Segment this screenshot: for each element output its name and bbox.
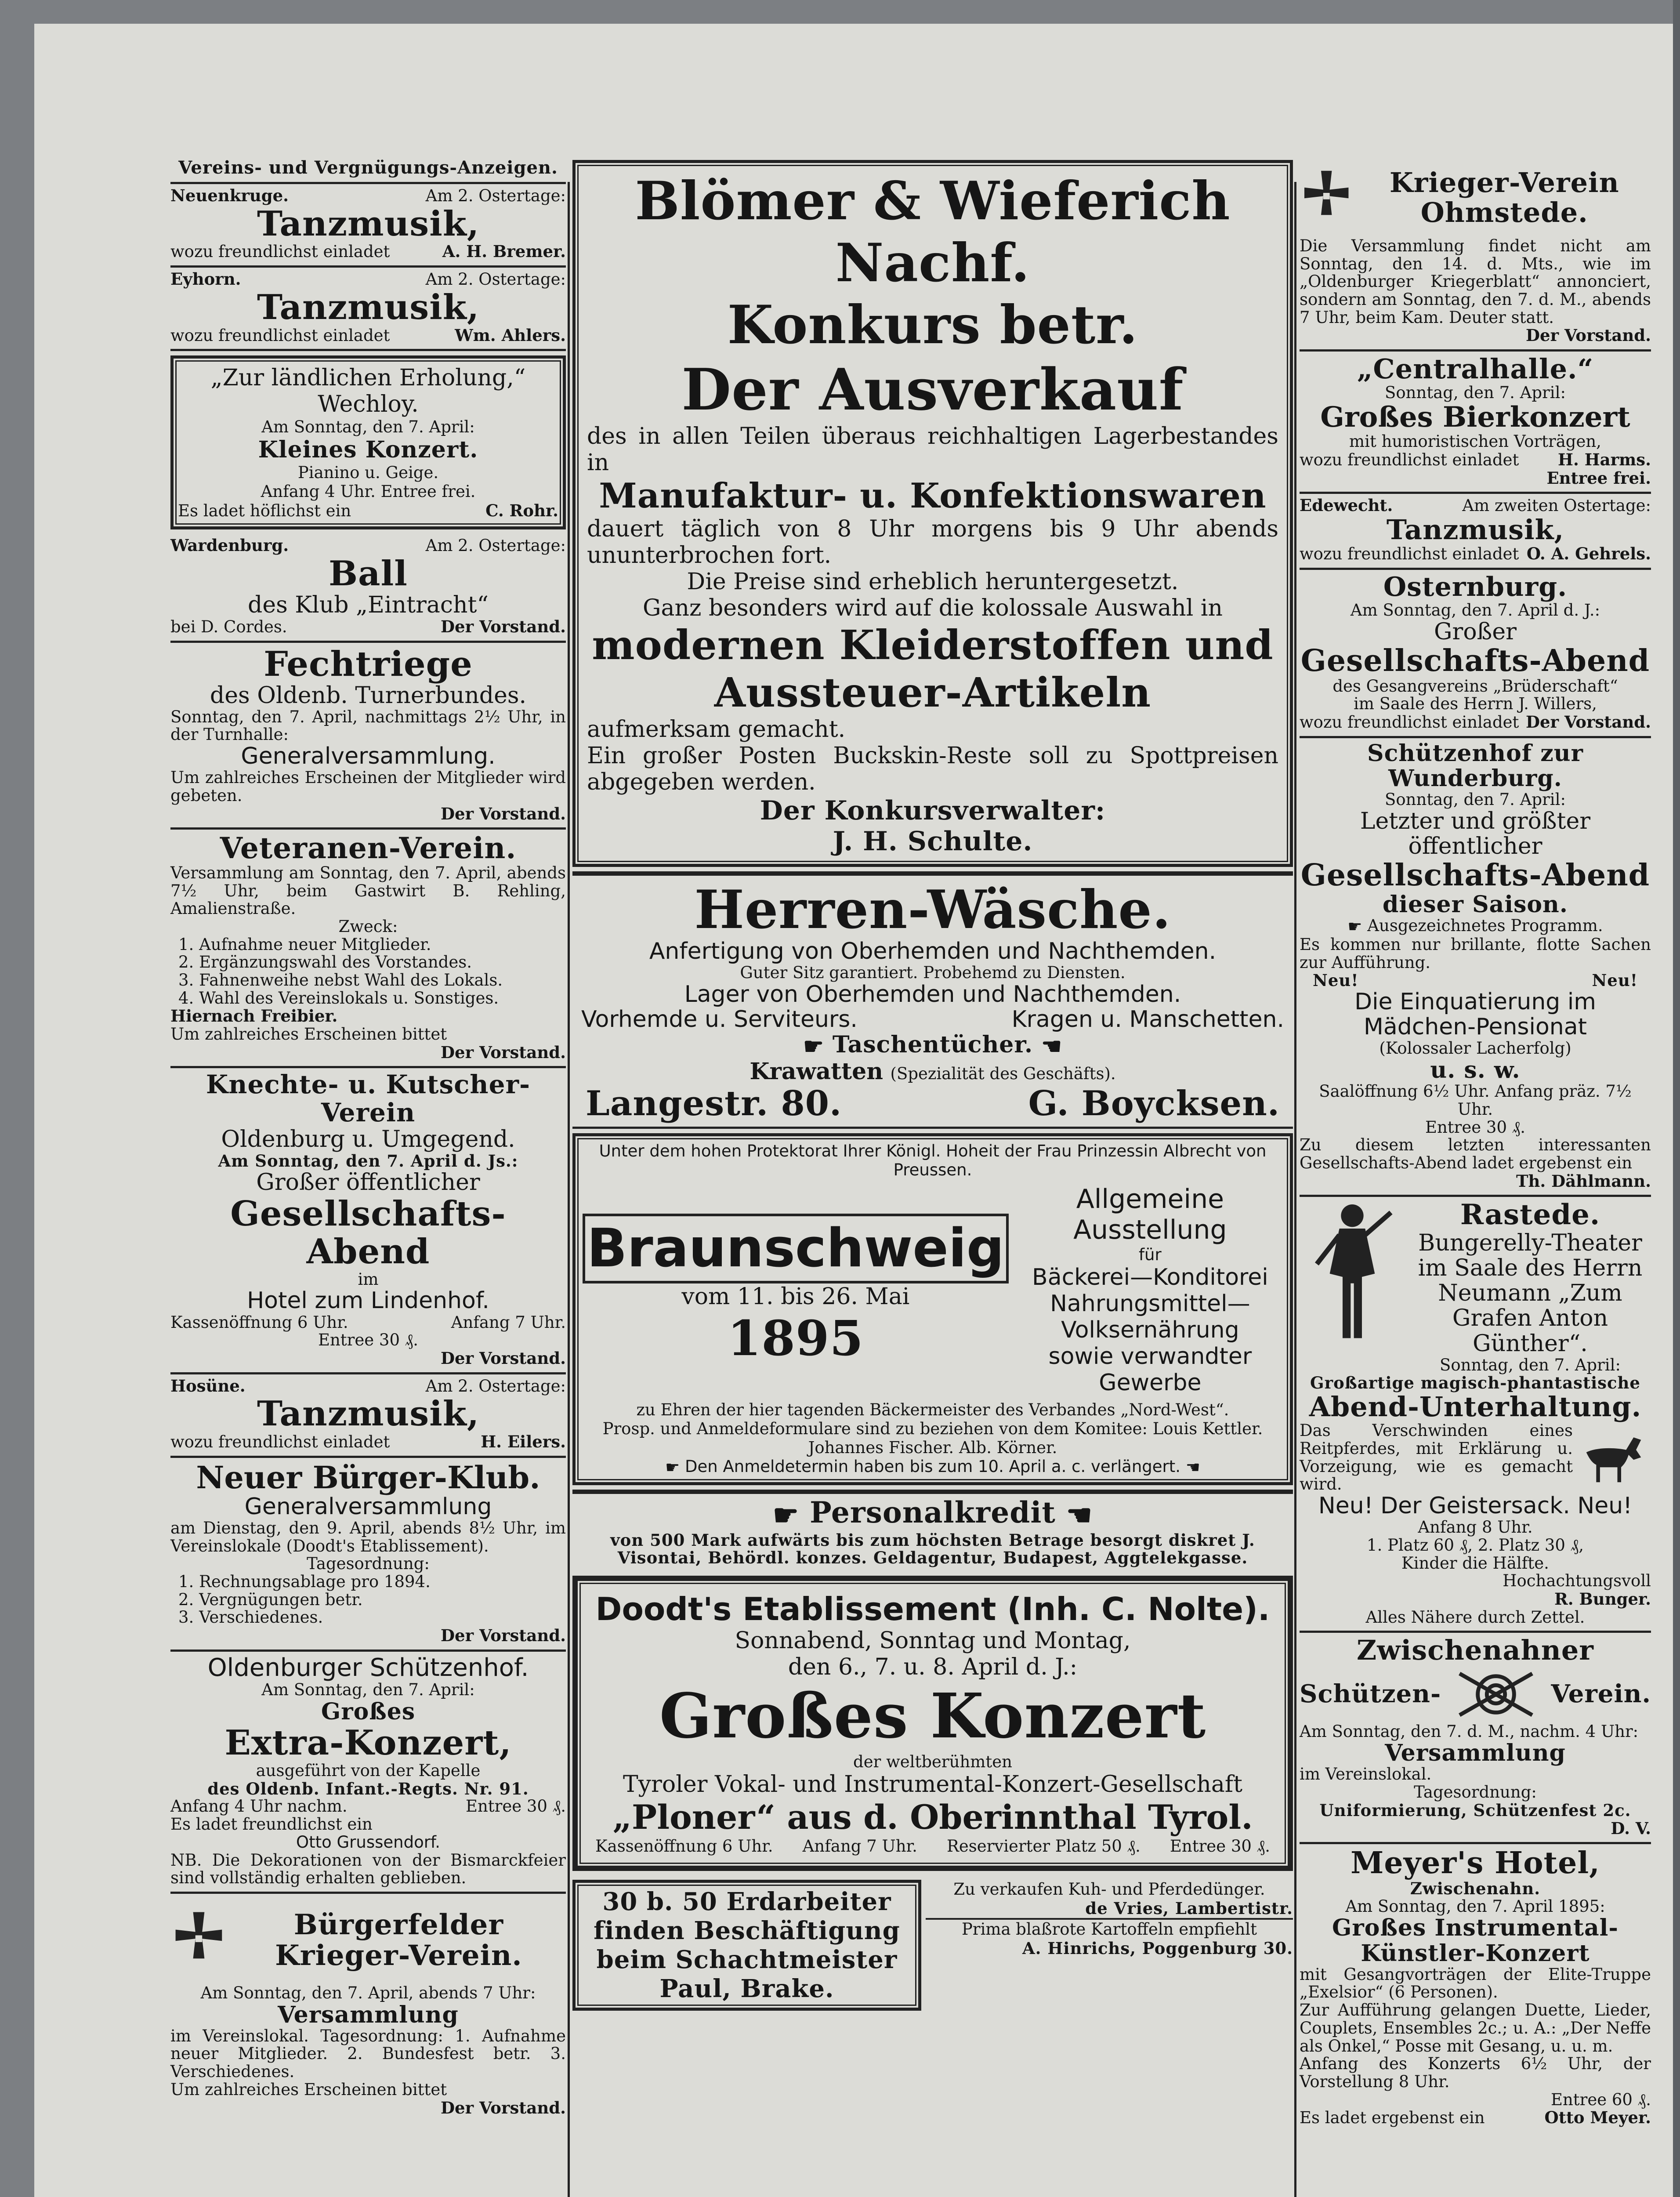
ad-title: Fechtriege: [264, 644, 473, 684]
list-item: 4. Wahl des Vereinslokals u. Sonstiges.: [178, 988, 499, 1008]
highlight: Aussteuer-Artikeln: [714, 669, 1151, 716]
signature: Der Vorstand.: [440, 1042, 566, 1062]
ad-edewecht: [1300, 494, 1651, 570]
text: Unter dem hohen Protektorat Ihrer Königl. Hoheit der Frau Prinzessin Albrecht von Preussen.: [599, 1142, 1267, 1180]
highlight: modernen Kleiderstoffen und: [592, 621, 1274, 669]
start: Anfang 4 Uhr nachm.: [170, 1797, 348, 1816]
event: Gesellschafts-Abend: [230, 1194, 506, 1272]
text: Kassenöffnung 6 Uhr.: [170, 1312, 348, 1332]
banner: Der Ausverkauf: [681, 356, 1184, 423]
city: Braunschweig: [583, 1214, 1009, 1283]
column-right: [1300, 156, 1651, 2197]
pointing-hand-icon: ☚: [1041, 1033, 1062, 1060]
invite: wozu freundlichst einladet: [1300, 544, 1519, 564]
text: Die Versammlung findet nicht am Sonntag, den 14. d. Mts., wie im „Oldenburger Kriegerblatt“ annonciert, sondern am Sonntag, den 7. d. M., abends 7 Uhr, beim Kam. Deuter statt.: [1300, 236, 1651, 327]
text: im: [358, 1269, 379, 1289]
event: Versammlung: [278, 2001, 459, 2028]
text: Ein großer Posten Buckskin-Reste soll zu Spottpreisen abgegeben werden.: [587, 743, 1278, 795]
ad-fechtriege: [170, 643, 566, 830]
place: Neuenkruge.: [170, 186, 289, 205]
venue: Hotel zum Lindenhof.: [247, 1287, 489, 1314]
ad-hosuene: [170, 1374, 566, 1458]
event: Generalversammlung: [244, 1493, 492, 1520]
venue: im Saale des Herrn Neumann „Zum Grafen Anton Günther“.: [1418, 1255, 1643, 1357]
invite: Zu diesem letzten interessanten Gesellschafts-Abend ladet ergebenst ein: [1300, 1135, 1651, 1173]
text: Neu!: [1313, 971, 1359, 990]
date: Am 2. Ostertage:: [425, 186, 566, 205]
list-item: 2. Ergänzungswahl des Vorstandes.: [178, 953, 472, 972]
signature: Der Vorstand.: [440, 2098, 566, 2117]
column-left: [170, 156, 566, 2197]
newspaper-page: [34, 24, 1673, 2197]
ad-verkauf: [926, 1875, 1293, 2015]
text: Reservierter Platz 50 ₰.: [946, 1837, 1141, 1856]
ad-title: Schützen-: [1300, 1679, 1441, 1708]
label: Zweck:: [338, 917, 398, 936]
date: vom 11. bis 26. Mai: [681, 1283, 910, 1310]
event: Extra-Konzert,: [224, 1723, 512, 1763]
start: Anfang 8 Uhr.: [1418, 1518, 1533, 1537]
list-item: 1. Aufnahme neuer Mitglieder.: [178, 935, 431, 954]
iron-cross-icon: [170, 1896, 227, 1984]
address: Langestr. 80.: [586, 1083, 842, 1124]
subtitle: des Oldenb. Turnerbundes.: [210, 682, 527, 709]
bottom-ads: [572, 1875, 1293, 2015]
ad-title: Doodt's Etablissement (Inh. C. Nolte).: [595, 1591, 1270, 1628]
text: dauert täglich von 8 Uhr morgens bis 9 Uhr abends ununterbrochen fort.: [587, 516, 1278, 569]
entry: Entree 30 ₰.: [1425, 1117, 1526, 1137]
ad-bloemer: [572, 160, 1293, 867]
column-rule: [568, 182, 570, 2197]
text: von 500 Mark aufwärts bis zum höchsten Betrage besorgt diskret J. Visontai, Behördl. konzes. Geldagentur, Budapest, Aggtelekgasse.: [610, 1530, 1255, 1568]
text: de Vries, Lambertistr.: [1085, 1899, 1293, 1918]
text: Hiernach Freibier.: [170, 1006, 338, 1026]
ad-wunderburg: [1300, 738, 1651, 1197]
signature: Der Vorstand.: [440, 617, 566, 637]
ad-meyers-hotel: [1300, 1844, 1651, 2132]
invite: wozu freundlichst einladet: [170, 242, 390, 261]
host: bei D. Cordes.: [170, 617, 287, 637]
ad-veteranen: [170, 830, 566, 1068]
subtitle: Oldenburg u. Umgegend.: [221, 1126, 515, 1153]
column-middle: [572, 156, 1293, 2197]
iron-cross-icon: [1300, 158, 1353, 237]
pointing-hand-icon: ☛: [772, 1498, 800, 1533]
text: Kassenöffnung 6 Uhr.: [595, 1837, 773, 1856]
subtitle: Konkurs betr.: [727, 294, 1138, 356]
ad-neuenkruge: [170, 184, 566, 268]
text: Das Verschwinden eines Reitpferdes, mit Erklärung u. Vorzeigung, wie es gemacht wird.: [1300, 1421, 1573, 1494]
text: Anfang 7 Uhr.: [802, 1837, 917, 1856]
date: Am Sonntag, den 7. April:: [261, 417, 475, 437]
ad-title: „Centralhalle.“: [1357, 353, 1594, 385]
place: Edewecht.: [1300, 496, 1393, 515]
signature: D. V.: [1611, 1818, 1651, 1838]
text: Ausgezeichnetes Programm.: [1367, 916, 1603, 935]
text: Nahrungsmittel—Volksernährung: [1050, 1291, 1250, 1344]
text: zu Ehren der hier tagenden Bäckermeister des Verbandes „Nord-West“.: [636, 1400, 1229, 1420]
signature: Der Vorstand.: [1525, 712, 1651, 732]
text: A. Hinrichs, Poggenburg 30.: [1022, 1939, 1293, 1958]
pointing-hand-icon: ☛: [1347, 917, 1362, 936]
text: Neu!: [1592, 971, 1638, 990]
venue: im Vereinslokal.: [1300, 1765, 1432, 1784]
ad-title: Rastede.: [1460, 1198, 1600, 1232]
horse-icon: [1576, 1429, 1651, 1486]
note: Um zahlreiches Erscheinen der Mitglieder wird gebeten.: [170, 768, 566, 805]
list-item: 3. Fahnenweihe nebst Wahl des Lokals.: [178, 971, 503, 990]
text: Großes: [321, 1698, 416, 1726]
text: Anfang 7 Uhr.: [451, 1312, 566, 1332]
ad-title: Schützenhof zur Wunderburg.: [1367, 740, 1583, 792]
text: Zu verkaufen Kuh- und Pferdedünger.: [953, 1880, 1265, 1899]
date: den 6., 7. u. 8. April d. J.:: [788, 1654, 1078, 1680]
text: Allgemeine Ausstellung: [1073, 1184, 1227, 1246]
event: Kleines Konzert.: [258, 436, 478, 464]
place: Zwischenahn.: [1410, 1879, 1541, 1899]
name: „Ploner“ aus d. Oberinnthal Tyrol.: [612, 1798, 1253, 1837]
ad-title: Meyer's Hotel,: [1351, 1845, 1600, 1881]
signature: Der Vorstand.: [440, 1626, 566, 1646]
ad-buergerfelde: [170, 1894, 566, 2121]
text: sowie verwandter Gewerbe: [1048, 1343, 1252, 1396]
entry: Entree 60 ₰.: [1550, 2090, 1651, 2109]
text: Entree 30 ₰.: [1169, 1837, 1270, 1856]
ad-doodts: [572, 1576, 1293, 1871]
ad-title: Tanzmusik,: [257, 1394, 480, 1434]
text: Sonnabend, Sonntag und Montag,: [735, 1628, 1131, 1654]
pointing-hand-icon: ☚: [1066, 1498, 1093, 1533]
pointing-hand-icon: ☛: [803, 1033, 824, 1060]
goods: Manufaktur- u. Konfektionswaren: [599, 476, 1267, 516]
text: Kinder die Hälfte.: [1401, 1553, 1549, 1573]
text: Krawatten: [749, 1058, 883, 1085]
name: J. H. Schulte.: [833, 826, 1033, 857]
ad-title: Veteranen-Verein.: [220, 831, 517, 866]
ad-schuetzenhof: [170, 1652, 566, 1894]
text: Bungerelly-Theater: [1418, 1229, 1642, 1256]
magician-figure-icon: [1300, 1200, 1405, 1345]
text: Guter Sitz garantiert. Probehemd zu Diensten.: [740, 963, 1126, 982]
text: Versammlung am Sonntag, den 7. April, abends 7½ Uhr, beim Gastwirt B. Rehling, Amalienstraße.: [170, 863, 566, 918]
date: Am Sonntag, den 7. d. M., nachm. 4 Uhr:: [1300, 1722, 1639, 1741]
start: Anfang des Konzerts 6½ Uhr, der Vorstellung 8 Uhr.: [1300, 2054, 1651, 2091]
date: Sonntag, den 7. April:: [1440, 1355, 1621, 1374]
ad-title: Zwischenahner: [1357, 1634, 1594, 1667]
text: Hochachtungsvoll: [1503, 1571, 1651, 1591]
ad-eyhorn: [170, 268, 566, 351]
text: des Gesangvereins „Brüderschaft“: [1332, 676, 1618, 696]
note: Es kommen nur brillante, flotte Sachen zur Aufführung.: [1300, 935, 1651, 972]
text: Taschentücher.: [832, 1031, 1033, 1059]
text: Zur Aufführung gelangen Duette, Lieder, Couplets, Ensembles 2c.; u. A.: „Der Neffe als Onkel,“ Posse mit Gesang, u. u. m.: [1300, 2001, 1651, 2056]
date: Am Sonntag, den 7. April d. Js.:: [218, 1151, 518, 1171]
list-item: 1. Rechnungsablage pro 1894.: [178, 1572, 431, 1592]
place: Eyhorn.: [170, 269, 241, 289]
entry: Entree 30 ₰.: [318, 1331, 419, 1350]
text: für: [1139, 1245, 1162, 1265]
date: Sonntag, den 7. April:: [1385, 383, 1566, 402]
ad-wechloy: [170, 355, 566, 529]
pointing-hand-icon: ☚: [1185, 1458, 1200, 1477]
ad-buerger-klub: [170, 1458, 566, 1652]
name: Wm. Ahlers.: [455, 325, 566, 345]
text: ausgeführt von der Kapelle: [256, 1761, 481, 1780]
text: Tyroler Vokal- und Instrumental-Konzert-Gesellschaft: [623, 1771, 1242, 1798]
invite: wozu freundlichst einladet: [170, 326, 390, 345]
text: des in allen Teilen überaus reichhaltigen Lagerbestandes in: [587, 423, 1278, 476]
name: G. Boyсksen.: [1028, 1083, 1280, 1124]
subtitle: des Klub „Eintracht“: [248, 591, 489, 618]
text: Großer öffentlicher: [256, 1169, 480, 1196]
signature: Der Vorstand.: [440, 1348, 566, 1368]
ad-title: Neuer Bürger-Klub.: [196, 1459, 540, 1496]
signature: Der Vorstand.: [1525, 326, 1651, 345]
ad-title: Bürgerfelder Krieger-Verein.: [275, 1908, 522, 1972]
text: Neu! Der Geistersack. Neu!: [1318, 1493, 1633, 1519]
date: Am Sonntag, den 7. April 1895:: [1345, 1896, 1605, 1916]
text: Den Anmeldetermin haben bis zum 10. April a. c. verlängert.: [685, 1457, 1180, 1476]
column-rule: [1294, 182, 1296, 2197]
text: (Spezialität des Geschäfts).: [890, 1064, 1116, 1084]
label: Tagesordnung:: [1414, 1783, 1537, 1802]
ad-wardenburg: [170, 534, 566, 642]
invite: Es ladet höflichst ein: [178, 501, 351, 521]
ad-osternburg: [1300, 570, 1651, 738]
text: Großes Instrumental-: [1332, 1914, 1619, 1942]
list-item: 3. Verschiedenes.: [178, 1608, 323, 1627]
event: Großes Konzert: [659, 1680, 1206, 1752]
label: Tagesordnung:: [307, 1554, 430, 1573]
name: C. Rohr.: [485, 501, 558, 521]
place: Hosüne.: [170, 1376, 246, 1396]
text: am Dienstag, den 9. April, abends 8½ Uhr, im Vereinslokale (Doodt's Etablissement).: [170, 1519, 566, 1555]
ad-title: Osternburg.: [1383, 572, 1568, 603]
text: u. s. w.: [1430, 1057, 1521, 1084]
text: Anfertigung von Oberhemden und Nachthemden.: [649, 938, 1217, 964]
text: 1. Platz 60 ₰, 2. Platz 30 ₰,: [1367, 1535, 1584, 1555]
event: Gesellschafts-Abend: [1300, 643, 1650, 678]
ad-herren-waesche: [572, 871, 1293, 1129]
event: Großes Bierkonzert: [1320, 401, 1630, 434]
text: des Oldenb. Infant.-Regts. Nr. 91.: [207, 1779, 529, 1798]
text: dieser Saison.: [1383, 891, 1568, 918]
text: mit Gesangvorträgen der Elite-Truppe „Exelsior“ (6 Personen).: [1300, 1965, 1651, 2002]
venue: im Saale des Herrn J. Willers,: [1354, 694, 1597, 714]
date: Am Sonntag, den 7. April d. J.:: [1350, 601, 1600, 620]
text: Pianino u. Geige.: [297, 463, 439, 482]
name: Otto Grussendorf.: [296, 1832, 441, 1852]
ad-title: Tanzmusik,: [257, 287, 480, 327]
text: Bäckerei—Konditorei: [1032, 1264, 1268, 1291]
text: Ganz besonders wird auf die kolossale Auswahl in: [642, 595, 1223, 621]
text: Die Einquatierung im Mädchen-Pensionat: [1354, 989, 1596, 1040]
name: A. H. Bremer.: [442, 242, 566, 261]
text: Großartige magisch-phantastische: [1310, 1373, 1640, 1393]
name: Otto Meyer.: [1544, 2108, 1651, 2128]
text: (Kolossaler Lacherfolg): [1379, 1039, 1571, 1058]
invite: Es ladet freundlichst ein: [170, 1815, 373, 1834]
note: Alles Nähere durch Zettel.: [1365, 1607, 1585, 1627]
agenda-list: [170, 936, 566, 1008]
date: Am Sonntag, den 7. April:: [261, 1680, 475, 1700]
name: H. Harms.: [1557, 450, 1651, 470]
text: Letzter und größter öffentlicher: [1360, 808, 1591, 859]
name: R. Bunger.: [1554, 1589, 1651, 1609]
ad-title: Herren-Wäsche.: [694, 879, 1171, 941]
invite: wozu freundlichst einladet: [1300, 713, 1519, 732]
ad-title: Tanzmusik,: [1386, 514, 1564, 546]
signature: Der Vorstand.: [440, 804, 566, 823]
text: Die Preise sind erheblich heruntergesetzt.: [687, 569, 1179, 595]
date: Am Sonntag, den 7. April, abends 7 Uhr:: [200, 1983, 536, 2002]
event: Künstler-Konzert: [1361, 1940, 1590, 1967]
date: Am 2. Ostertage:: [425, 270, 566, 289]
ad-title: Blömer & Wieferich Nachf.: [635, 170, 1231, 294]
text: Kragen u. Manschetten.: [1011, 1006, 1284, 1033]
agenda-list: [170, 1573, 566, 1627]
start: Anfang 4 Uhr.: [261, 482, 376, 501]
entry: Entree frei.: [380, 482, 476, 501]
year: 1895: [727, 1309, 864, 1367]
name: H. Eilers.: [481, 1432, 566, 1452]
name: O. A. Gehrels.: [1526, 544, 1651, 564]
date: Am 2. Ostertage:: [425, 1376, 566, 1396]
text: aufmerksam gemacht.: [587, 716, 846, 743]
ad-title: Knechte- u. Kutscher-Verein: [206, 1069, 531, 1128]
ad-knechte: [170, 1068, 566, 1374]
signature: Der Konkursverwalter:: [760, 795, 1106, 826]
ad-title: Tanzmusik,: [257, 203, 480, 244]
event: Gesellschafts-Abend: [1300, 858, 1650, 893]
ad-rastede: [1300, 1197, 1651, 1633]
note: Um zahlreiches Erscheinen bittet: [170, 2080, 447, 2099]
pointing-hand-icon: ☛: [665, 1458, 680, 1477]
scan-edge: [1673, 0, 1680, 2197]
date: Am zweiten Ostertage:: [1462, 496, 1651, 515]
text: Lager von Oberhemden und Nachthemden.: [684, 981, 1181, 1008]
text: im Vereinslokal. Tagesordnung: 1. Aufnahme neuer Mitglieder. 2. Bundesfest betr. 3. Verschiedenes.: [170, 2026, 566, 2081]
ad-ohmstede: [1300, 156, 1651, 352]
place: Wechloy.: [318, 391, 419, 418]
place: Wardenburg.: [170, 536, 289, 555]
entry: Entree frei.: [1546, 468, 1651, 488]
list-item: 2. Vergnügungen betr.: [178, 1590, 363, 1609]
ad-title: Verein.: [1551, 1679, 1651, 1708]
text: Sonntag, den 7. April, nachmittags 2½ Uhr, in der Turnhalle:: [170, 707, 566, 744]
date: Am 2. Ostertage:: [425, 536, 566, 555]
ad-title: „Zur ländlichen Erholung,“: [210, 365, 526, 392]
invite: Es ladet ergebenst ein: [1300, 2108, 1485, 2128]
event: Versammlung: [1385, 1740, 1566, 1767]
ad-title: Personalkredit: [810, 1495, 1056, 1530]
text: Prima blaßrote Kartoffeln empfiehlt: [926, 1918, 1293, 1939]
ad-title: Ball: [329, 554, 408, 594]
note: NB. Die Dekorationen von der Bismarckfeier sind vollständig erhalten geblieben.: [170, 1850, 566, 1888]
ad-title: Krieger-Verein Ohmstede.: [1389, 166, 1619, 228]
event: Abend-Unterhaltung.: [1309, 1391, 1642, 1423]
event: Generalversammlung.: [241, 743, 496, 770]
ad-personalkredit: [572, 1490, 1293, 1571]
text: Großer: [1434, 618, 1517, 645]
section-header: Vereins- und Vergnügungs-Anzeigen.: [170, 156, 566, 184]
invite: wozu freundlichst einladet: [1300, 450, 1519, 470]
ad-zwischenahn-schuetzen: [1300, 1633, 1651, 1844]
invite: wozu freundlichst einladet: [170, 1432, 390, 1452]
text: Vorhemde u. Serviteurs.: [581, 1006, 858, 1033]
note: Um zahlreiches Erscheinen bittet: [170, 1025, 447, 1044]
text: Saalöffnung 6½ Uhr. Anfang präz. 7½ Uhr.: [1319, 1082, 1632, 1119]
text: Uniformierung, Schützenfest 2c.: [1319, 1800, 1631, 1820]
entry: Entree 30 ₰.: [465, 1797, 566, 1816]
text: 30 b. 50 Erdarbeiter finden Beschäftigung beim Schachtmeister Paul, Brake.: [594, 1887, 900, 2003]
ad-erdarbeiter: [572, 1880, 921, 2011]
text: Prosp. und Anmeldeformulare sind zu beziehen von dem Komitee: Louis Kettler. Johannes Fischer. Alb. Körner.: [602, 1419, 1263, 1457]
ad-centralhalle: [1300, 352, 1651, 494]
name: Th. Dählmann.: [1516, 1171, 1651, 1191]
date: Sonntag, den 7. April:: [1385, 790, 1566, 809]
ad-title: Oldenburger Schützenhof.: [207, 1653, 529, 1682]
text: mit humoristischen Vorträgen,: [1349, 432, 1601, 451]
text: der weltberühmten: [853, 1752, 1012, 1771]
ad-braunschweig: [572, 1133, 1293, 1485]
target-rifles-icon: [1456, 1666, 1535, 1723]
